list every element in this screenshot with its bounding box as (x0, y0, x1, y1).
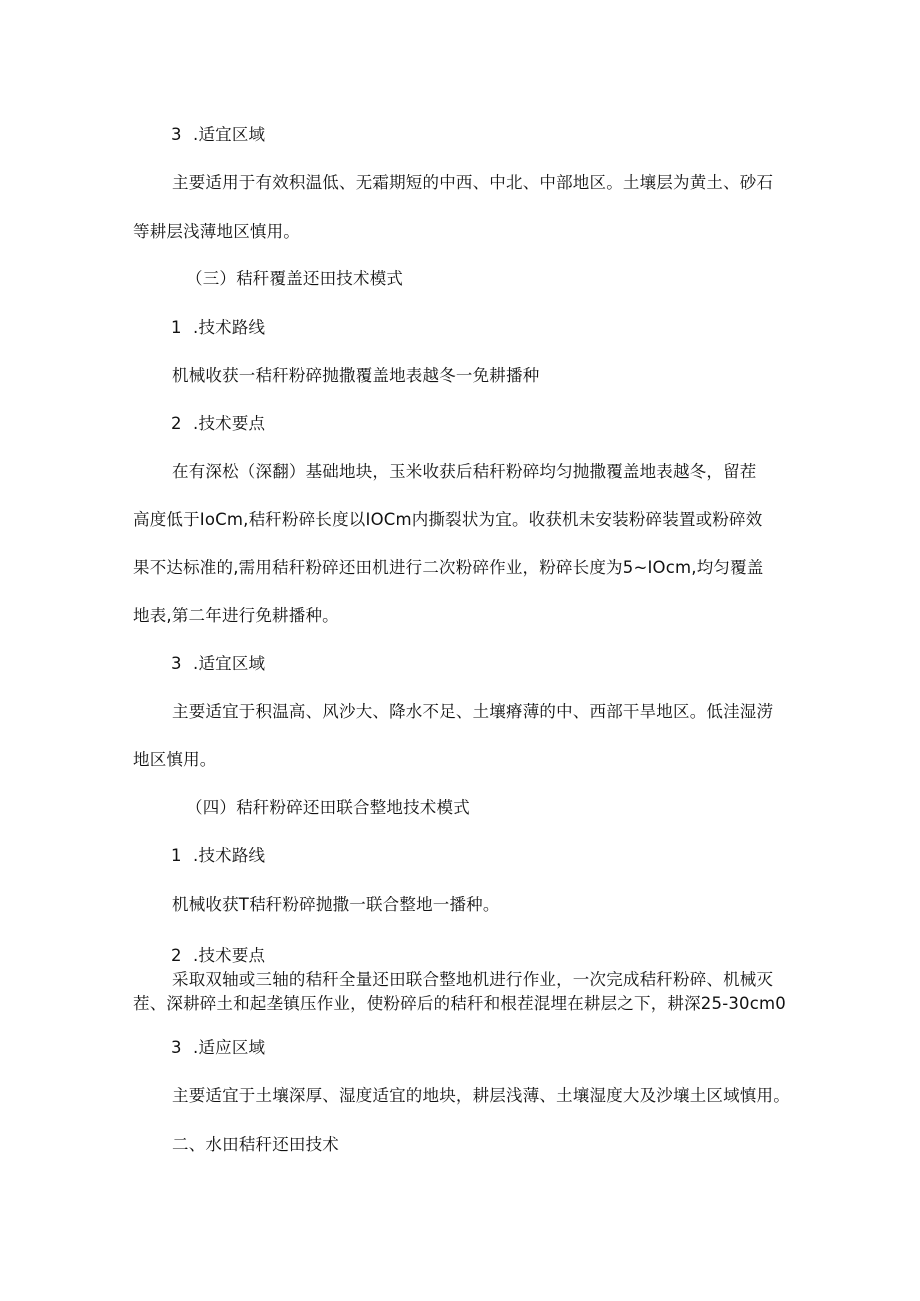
part-heading-2: 二、水田秸秆还田技术 (172, 1135, 339, 1154)
heading-title: .技术路线 (193, 318, 266, 337)
points-heading-2 (171, 413, 265, 435)
heading-title: .适宜区域 (193, 654, 266, 673)
route-heading-1 (171, 845, 265, 867)
heading-number: 3 (171, 1038, 182, 1057)
paragraph-line: 茬、深耕碎土和起垄镇压作业，使粉碎后的秸秆和根茬混埋在耕层之下，耕深25-30cm0 (133, 994, 786, 1013)
route-heading-1 (171, 317, 265, 339)
paragraph-line: 主要适宜于土壤深厚、湿度适宜的地块，耕层浅薄、土壤湿度大及沙壤土区域慎用。 (172, 1086, 790, 1105)
heading-number: 1 (171, 846, 182, 865)
heading-title: .适宜区域 (193, 125, 266, 144)
heading-title: .技术要点 (193, 414, 266, 433)
paragraph-line: 果不达标准的,需用秸秆粉碎还田机进行二次粉碎作业，粉碎长度为5~IOcm,均匀覆盖 (133, 558, 764, 577)
route-text: 机械收获T秸秆粉碎抛撒一联合整地一播种。 (172, 895, 500, 914)
points-heading-2 (171, 945, 265, 967)
heading-title: .适应区域 (193, 1038, 266, 1057)
paragraph-line: 高度低于IoCm,秸秆粉碎长度以IOCm内撕裂状为宜。收获机未安装粉碎装置或粉碎效 (133, 510, 763, 529)
paragraph-line: 主要适用于有效积温低、无霜期短的中西、中北、中部地区。土壤层为黄土、砂石 (172, 173, 774, 192)
paragraph-line: 采取双轴或三轴的秸秆全量还田联合整地机进行作业，一次完成秸秆粉碎、机械灭 (172, 970, 774, 989)
paragraph-line: 等耕层浅薄地区慎用。 (133, 222, 300, 241)
heading-number: 3 (171, 654, 182, 673)
mode-heading-4: （四）秸秆粉碎还田联合整地技术模式 (186, 798, 470, 817)
heading-number: 1 (171, 318, 182, 337)
region-heading-3 (171, 124, 265, 146)
region-heading-3 (171, 1037, 265, 1059)
region-heading-3 (171, 653, 265, 675)
mode-heading-3: （三）秸秆覆盖还田技术模式 (186, 269, 404, 288)
paragraph-line: 主要适宜于积温高、风沙大、降水不足、土壤瘠薄的中、西部干旱地区。低洼湿涝 (172, 702, 774, 721)
heading-title: .技术路线 (193, 846, 266, 865)
heading-number: 2 (171, 946, 182, 965)
heading-number: 2 (171, 414, 182, 433)
paragraph-line: 地区慎用。 (133, 750, 217, 769)
heading-title: .技术要点 (193, 946, 266, 965)
paragraph-line: 在有深松（深翻）基础地块，玉米收获后秸秆粉碎均匀抛撒覆盖地表越冬，留茬 (172, 462, 757, 481)
heading-number: 3 (171, 125, 182, 144)
route-text: 机械收获一秸秆粉碎抛撒覆盖地表越冬一免耕播种 (172, 366, 540, 385)
paragraph-line: 地表,第二年进行免耕播种。 (133, 606, 339, 625)
